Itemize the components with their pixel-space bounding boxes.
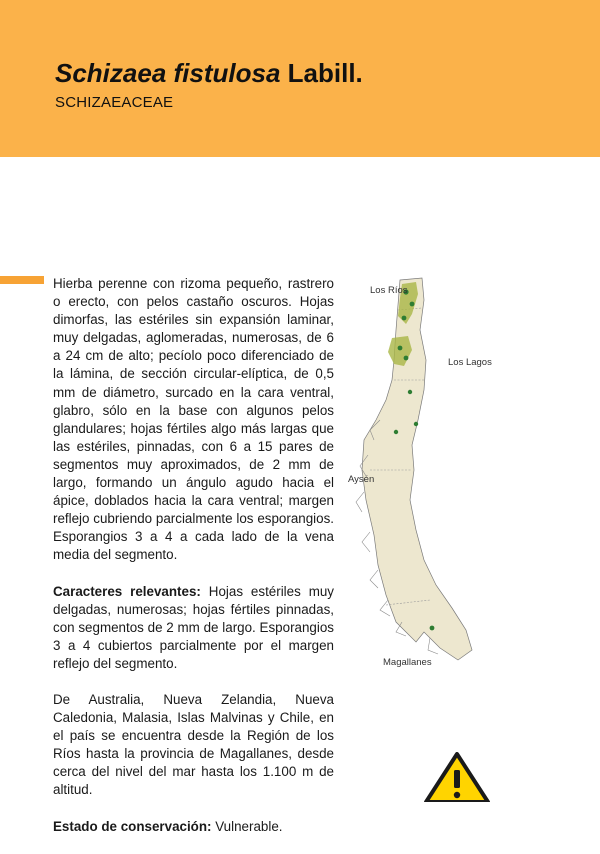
conservation-status: Vulnerable. [215,818,283,834]
record-point [430,626,435,631]
text-column [53,275,334,854]
description-paragraph: Hierba perenne con rizoma pequeño, rastrero o erecto, con pelos castaño oscuros. Hojas dimorfas, las estériles sin expansión laminar, muy delgadas, aglomeradas, numerosas, de 6 a 24 cm de alto; pecíolo poco diferenciado de la lámina, de sección circular-elíptica, de 0,5 mm de diámetro, surcado en la cara ventral, glabro, sólo en la base con algunos pelos glandulares; hojas fértiles algo más largas que las estériles, pinnadas, con 6 a 15 pares de segmentos muy aproximados, de 2 mm de largo, formando un ángulo agudo hacia el ápice, doblados hacia la cara ventral; margen reflejo cubriendo parcialmente los esporangios. Esporangios 3 a 4 a cada lado de la vena media del segmento. [53,276,334,563]
map-land [362,278,472,660]
author-name: Labill. [287,58,363,88]
record-point [404,356,409,361]
map-label-los-lagos: Los Lagos [448,357,492,368]
record-point [408,390,412,394]
distribution-paragraph: De Australia, Nueva Zelandia, Nueva Caledonia, Malasia, Islas Malvinas y Chile, en el país se encuentra desde la Región de los Ríos hasta la provincia de Magallanes, desde cerca del nivel del mar hasta los 1.100 m de altitud. [53,691,334,798]
record-point [410,302,415,307]
section-marker [0,276,44,284]
record-point [398,346,403,351]
page-title [55,58,363,89]
conservation-paragraph [53,818,334,836]
record-point [414,422,418,426]
conservation-label: Estado de conservación: [53,818,212,834]
distribution-map [340,270,492,690]
relevant-label: Caracteres relevantes: [53,583,201,599]
map-label-magallanes: Magallanes [383,657,432,668]
record-point [394,430,398,434]
relevant-characters-paragraph [53,583,334,673]
record-point [402,316,407,321]
scientific-name: Schizaea fistulosa [55,58,281,88]
map-label-aysen: Aysén [348,474,375,485]
family-name: SCHIZAEACEAE [55,94,174,111]
relevant-text: Hojas estériles muy delgadas, numerosas; hojas fértiles pinnadas, con segmentos de 2 mm de largo. Esporangios 3 a 4 cubiertos parcialmente por el margen reflejo del segmento. [53,583,334,671]
warning-icon [424,752,490,802]
header-banner [0,0,600,157]
map-label-los-rios: Los Ríos [370,285,408,296]
